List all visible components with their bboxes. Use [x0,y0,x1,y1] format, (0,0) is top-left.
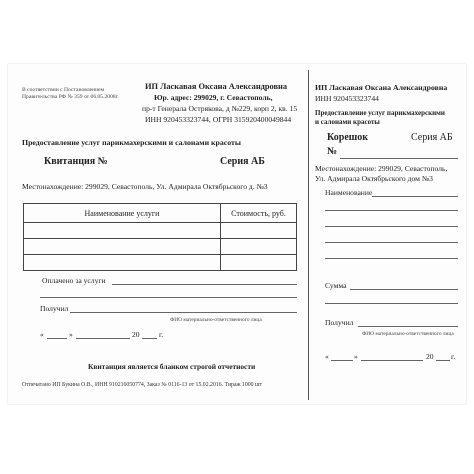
paid-amount-line[interactable] [112,284,297,285]
stub-service-title-2: и салонами красоты [315,118,380,126]
col-service-name: Наименование услуги [24,204,221,223]
stub-name-line-2[interactable] [325,210,458,211]
series-label: Серия АБ [220,156,265,167]
stub-received-label: Получил [325,318,354,327]
stub-name-label: Наименование [325,188,373,197]
table-cell[interactable] [221,255,297,271]
table-row [24,223,297,239]
stub-name-line-5[interactable] [325,258,458,259]
paid-label: Оплачено за услуги [42,276,106,285]
stub-date-month-line[interactable] [361,360,423,361]
stub-inn: ИНН 920453323744 [315,94,379,103]
receipt-number-label: Квитанция № [44,156,108,167]
stub-service-title-1: Предоставление услуг парикмахерскими [315,109,445,117]
stub-name-line-3[interactable] [325,226,458,227]
year-suffix: г. [159,330,164,339]
table-cell[interactable] [24,223,221,239]
table-cell[interactable] [221,223,297,239]
stub-date-day-line[interactable] [331,360,353,361]
stub-date-open-quote: « [325,352,329,361]
stub-name-line-4[interactable] [325,242,458,243]
stub-sum-line-1[interactable] [350,289,458,290]
stub-label: Корешок [327,132,368,143]
stub-location-2: Ул. Адмирала Октябрьского дом №3 [315,174,433,183]
stub-name-line-1[interactable] [372,196,458,197]
legal-address-1: Юр. адрес: 299029, г. Севастополь, [154,93,273,102]
date-close-quote: » [69,330,73,339]
services-table [23,203,297,271]
table-row [24,255,297,271]
stub-date-year-line[interactable] [436,360,450,361]
strict-reporting-note: Квитанция является бланком строгой отчетности [88,362,256,371]
decree-line-2: Правительства РФ № 359 от 06.05.2008г. [22,94,119,100]
stub-fio-note: ФИО материально-ответственного лица [362,331,454,337]
year-prefix: 20 [132,330,140,339]
date-month-line[interactable] [76,338,130,339]
stub-year-suffix: г. [451,352,456,361]
legal-address-3: ИНН 920453323744, ОГРН 315920400049844 [145,115,292,124]
date-year-line[interactable] [142,338,157,339]
stub-sum-line-2[interactable] [325,303,458,304]
stub-number-sign: № [327,146,338,157]
table-header-row [24,204,297,223]
service-title: Предоставление услуг парикмахерскими и салонами красоты [22,138,241,147]
decree-line-1: В соответствии с Постановлением [22,87,105,93]
received-label: Получил [40,304,69,313]
stub-series-label: Серия АБ [411,132,453,143]
location: Местонахождение: 299029, Севастополь, Ул. Адмирала Октябрьского д. №3 [22,182,268,191]
stub-sum-label: Сумма [325,281,347,290]
stub-divider [308,70,309,400]
stub-issuer-name: ИП Ласкавая Оксана Александровна [315,83,448,92]
col-price: Стоимость, руб. [221,204,297,223]
fio-note: ФИО материально-ответственного лица [170,317,262,323]
table-cell[interactable] [24,255,221,271]
legal-address-2: пр-т Генерала Острякова, д №229, корп 2, кв. 15 [142,104,298,113]
stub-date-close-quote: » [354,352,358,361]
date-day-line[interactable] [47,338,67,339]
stub-received-line[interactable] [358,326,458,327]
stub-year-prefix: 20 [426,352,434,361]
table-row [24,239,297,255]
paid-extra-line[interactable] [40,297,297,298]
stub-location-1: Местонахождение: 299029, Севастополь, [315,164,448,173]
table-cell[interactable] [24,239,221,255]
table-cell[interactable] [221,239,297,255]
issuer-name: ИП Ласкавая Оксана Александровна [145,82,288,91]
printed-by: Отпечатано ИП Букина О.В., ИНН 910216050774, Заказ № 0116-13 от 15.02.2016. Тираж 1000 шт [22,382,263,388]
stub-number-line[interactable] [340,158,458,159]
received-signature-line[interactable] [70,312,297,313]
date-open-quote: « [40,330,44,339]
